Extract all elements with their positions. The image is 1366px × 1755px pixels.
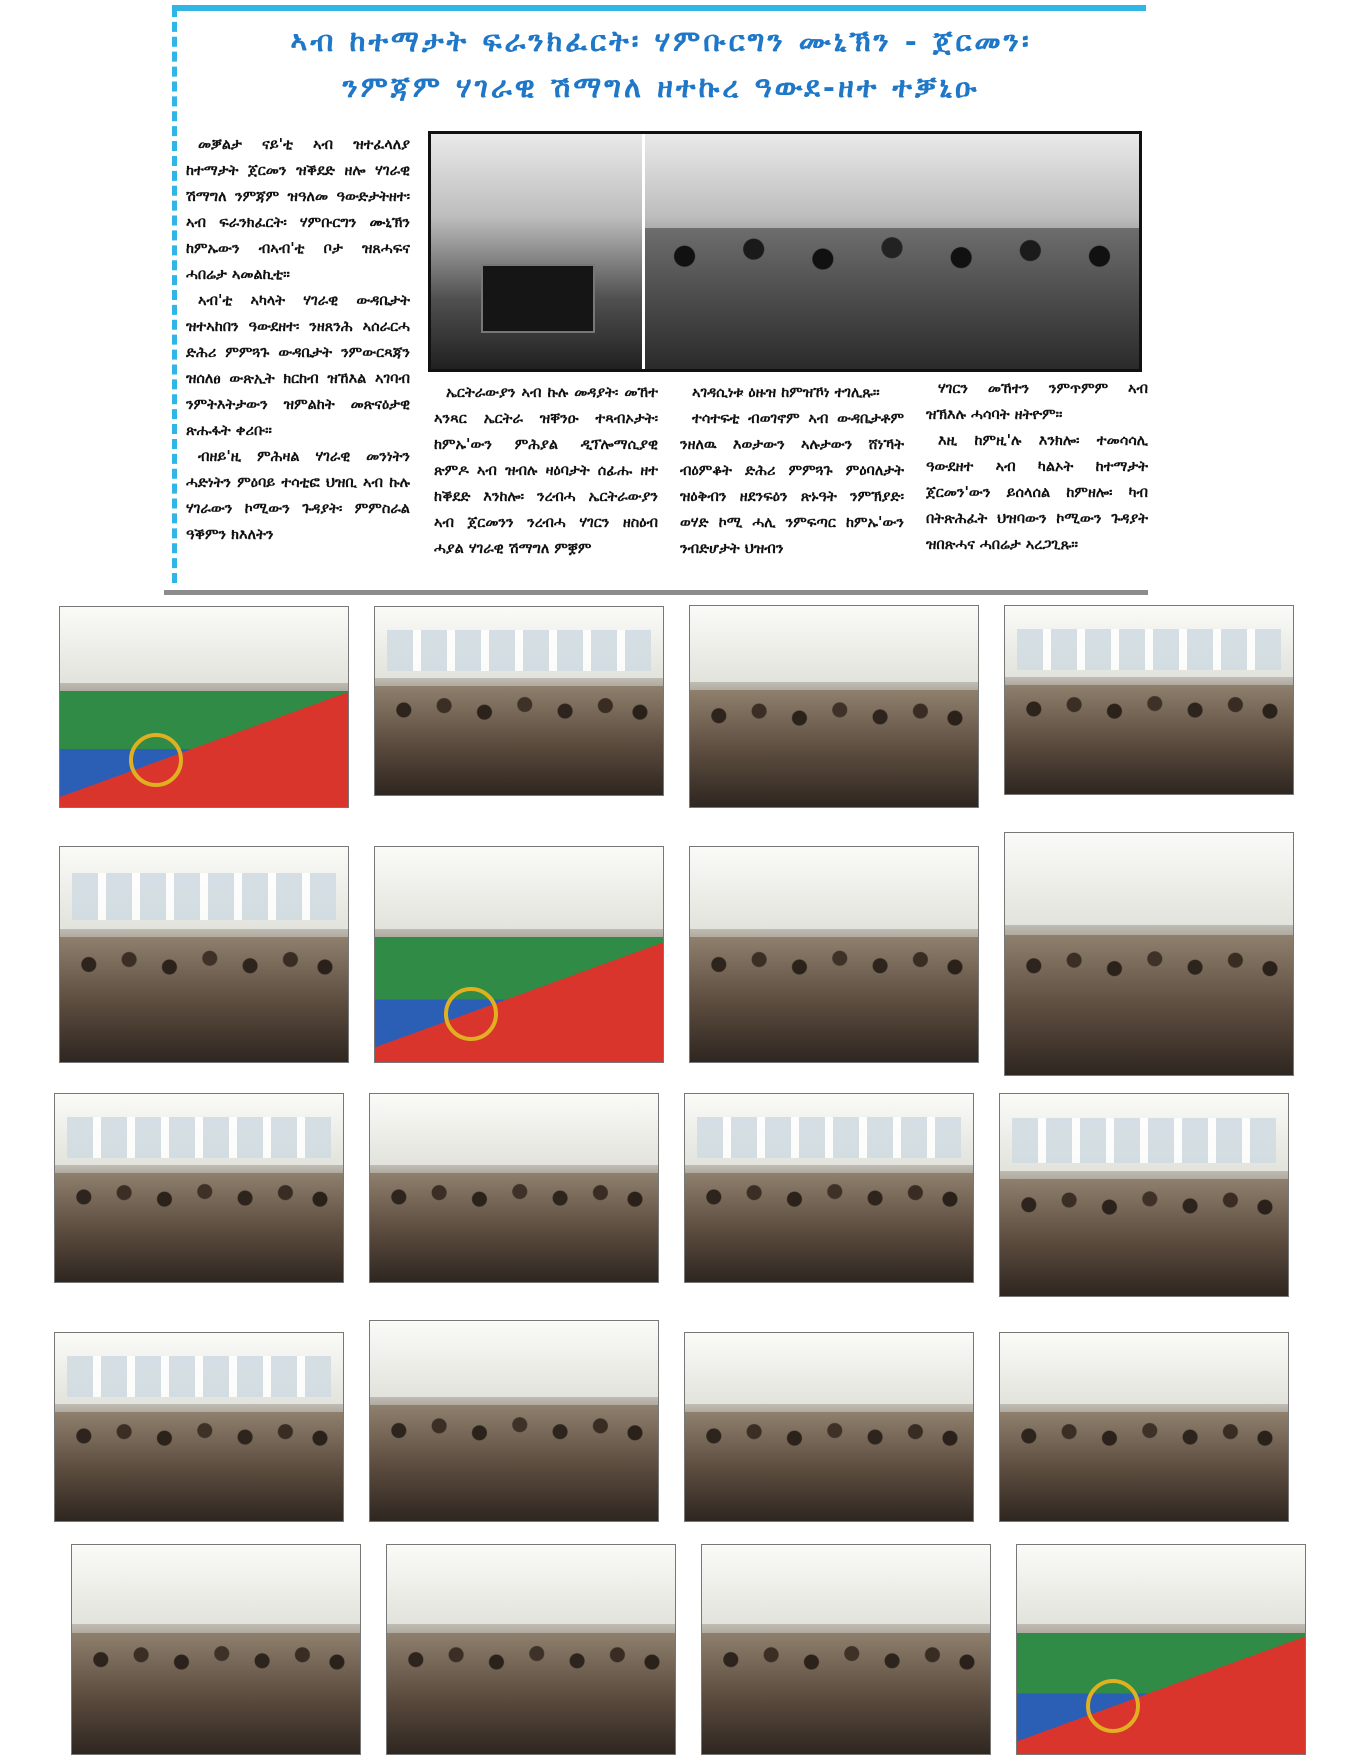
gallery-photo [54, 1093, 344, 1283]
paragraph: መቓልታ ናይ'ቲ ኣብ ዝተፈላለያ ከተማታት ጀርመን ዝቕደድ ዘሎ ሃገራዊ ሽማግለ ንምጃም ዝዓለመ ዓውድታትዘተ፡ ኣብ ፍራንክፈርት፡ ሃምቡርግን ሙኒኽን ከምኡውን ብኣብ'ቲ ቦታ ዝጸሓፍና ሓበሬታ ኣመልኪቲ። [186, 136, 410, 283]
header-top-bar [172, 5, 1146, 11]
gallery-photo [701, 1544, 991, 1755]
gallery-photo [386, 1544, 676, 1755]
gallery-photo [54, 1332, 344, 1522]
paragraph: ኣገዳሲነቱ ዕዙዝ ከምዝኾነ ተገሊጹ። [692, 384, 880, 401]
gallery-photo [374, 846, 664, 1063]
gallery-photo [369, 1320, 659, 1522]
article-bottom-rule [164, 590, 1148, 595]
gallery-photo [374, 606, 664, 796]
article-column-2 [434, 380, 658, 580]
main-photo [428, 131, 1142, 372]
paragraph: ኤርትራውያን ኣብ ኩሉ መዳያት፡ መኸተ ኣንጻር ኤርትራ ዝቐንዑ ተጻብኦታት፡ ከምኡ'ውን ምሕያል ዲፕሎማሲያዊ ጽምዶ ኣብ ዝብሉ ዛዕባታት ሰፊሑ ዘተ ከቕደድ እንከሎ፡ ንረብሓ ኤርትራውያን ኣብ ጀርመንን ንረብሓ ሃገርን ዘስዕብ ሓያል ሃገራዊ ሽማግለ ምቛም [434, 384, 658, 557]
article-column-3 [680, 380, 904, 580]
paragraph: ተሳተፍቲ ብወገኖም ኣብ ውዳቤታቶም ንዘለዉ እወታውን ኣሉታውን ሸነኻት ብዕምቆት ድሕሪ ምምጓጉ ምዕባለታት ዝዕቅብን ዘደንፍዕን ጽኑዓት ንምኽያድ፡ ወሃድ ኮሚ ሓሊ ንምፍጣር ከምኡ'ውን ንብድሆታት ህዝብን [680, 410, 904, 557]
paragraph: ኣብ'ቲ ኣካላት ሃገራዊ ውዳቤታት ዝተኣከበን ዓውደዘተ፡ ንዘጸንሕ ኣሰራርሓ ድሕሪ ምምጓጉ ውዳቤታት ንምውርጻጃን ዝሰለፀ ውጽኢት ክርከብ ዝኸእል ኣገባብ ንምትእትታውን ዝምልከት መጽናዕታዊ ጽሑፋት ቀሪቡ። [186, 292, 410, 439]
header-left-dashed-border [172, 7, 177, 583]
article-column-1 [186, 132, 410, 580]
article-headline [186, 18, 1136, 110]
paragraph: እዚ ከምዚ'ሉ እንክሎ፡ ተመሳሳሊ ዓውደዘተ ኣብ ካልኦት ከተማታት ጀርመን'ውን ይሰላሰል ከምዘሎ፡ ካብ በትጽሕፈት ህዝባውን ኮሚውን ጉዳያት ዝበጽሓና ሓበሬታ ኣረጋጊጹ። [926, 432, 1148, 553]
gallery-photo [1004, 832, 1294, 1076]
gallery-photo [684, 1093, 974, 1283]
gallery-photo [999, 1332, 1289, 1522]
article-column-4 [926, 376, 1148, 580]
gallery-photo [999, 1093, 1289, 1297]
gallery-photo [684, 1332, 974, 1522]
gallery-photo [71, 1544, 361, 1755]
gallery-photo [59, 846, 349, 1063]
laptop-figure [481, 264, 595, 333]
gallery-photo [59, 606, 349, 808]
paragraph: ሃገርን መኸተን ንምጥምም ኣብ ዝኽእሉ ሓሳባት ዘትዮም። [926, 380, 1148, 423]
gallery-photo [1016, 1544, 1306, 1755]
headline-line-1: ኣብ ከተማታት ፍራንክፈርት፡ ሃምቡርግን ሙኒኽን - ጀርመን፡ [290, 24, 1032, 58]
gallery-photo [689, 605, 979, 808]
gallery-photo [689, 846, 979, 1063]
audience-figure [645, 228, 1139, 369]
gallery-photo [369, 1093, 659, 1283]
headline-line-2: ንምጃም ሃገራዊ ሽማግለ ዘተኩረ ዓውደ-ዘተ ተቓኒዑ [342, 70, 980, 104]
gallery-photo [1004, 605, 1294, 795]
paragraph: ብዘይ'ዚ ምሕዛል ሃገራዊ መንነትን ሓድነትን ምዕባይ ተሳቲፎ ህዝቢ ኣብ ኩሉ ሃገራውን ኮሚውን ጉዳያት፡ ምምስራል ዓቕምን ክእለትን [186, 448, 410, 543]
